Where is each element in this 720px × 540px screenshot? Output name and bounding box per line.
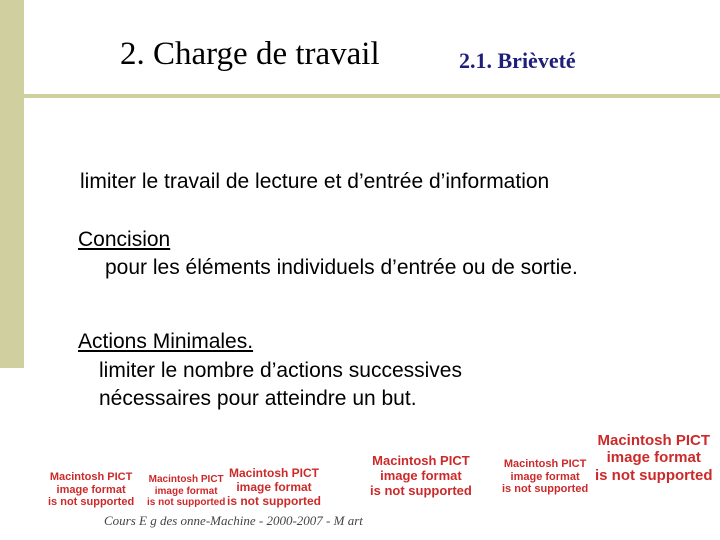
slide-title: 2. Charge de travail [120, 36, 380, 72]
concision-detail: pour les éléments individuels d’entrée ou de sortie. [105, 256, 578, 279]
concision-heading[interactable]: Concision [78, 228, 171, 251]
footer-text: Cours E g des onne-Machine - 2000-2007 - M art [104, 513, 363, 528]
left-accent-bar [0, 0, 24, 368]
slide-subtitle: 2.1. Brièveté [459, 48, 576, 73]
actions-minimales-heading[interactable]: Actions Minimales. [78, 330, 254, 353]
actions-detail-line1: limiter le nombre d’actions successives [99, 359, 462, 382]
pict-placeholder-1: Macintosh PICT image format is not supported [48, 471, 135, 509]
pict-placeholder-4: Macintosh PICT image format is not supported [370, 453, 472, 498]
bullet-reading-work: limiter le travail de lecture et d’entrée d’information [80, 170, 550, 193]
actions-detail-line2: nécessaires pour atteindre un but. [99, 387, 417, 410]
pict-placeholder-3: Macintosh PICT image format is not supported [227, 466, 321, 508]
pict-placeholder-2: Macintosh PICT image format is not supported [147, 474, 226, 508]
pict-placeholder-5: Macintosh PICT image format is not supported [502, 458, 589, 496]
title-rule [24, 94, 720, 98]
pict-placeholder-6: Macintosh PICT image format is not supported [595, 432, 713, 484]
